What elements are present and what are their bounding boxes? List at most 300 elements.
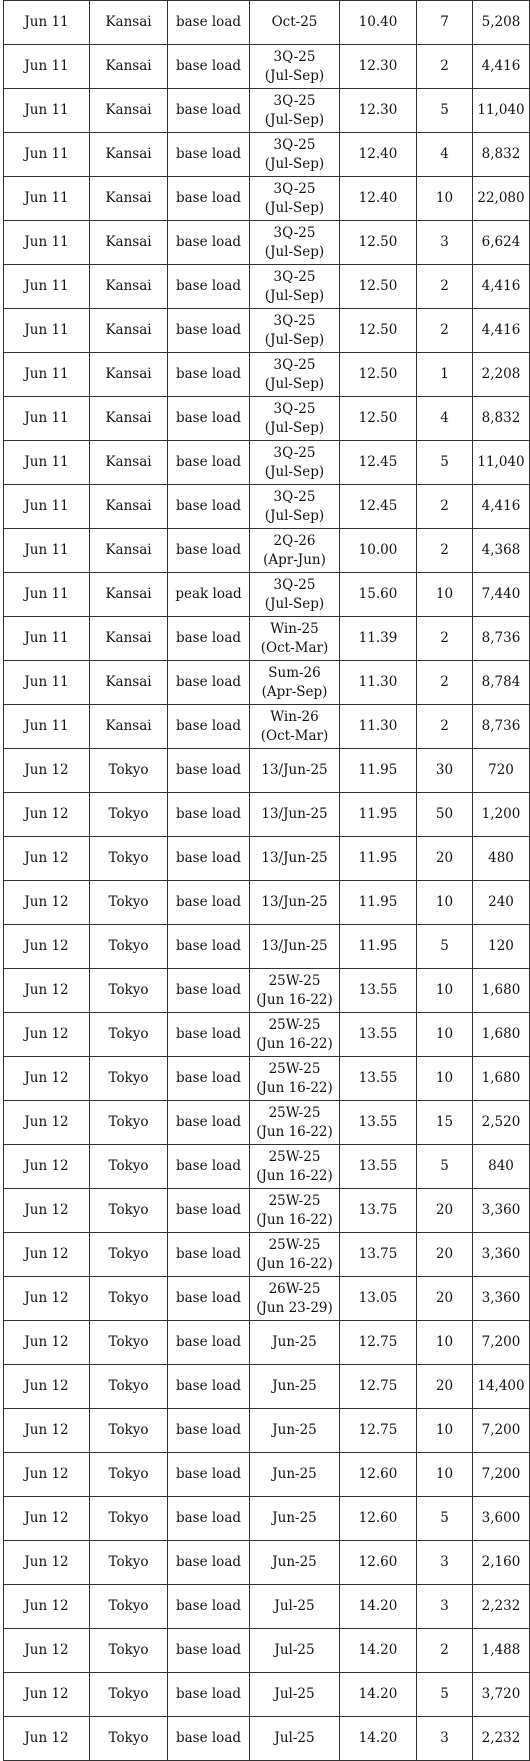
table-row: [4, 397, 530, 441]
volume-cell: 2: [417, 1629, 473, 1673]
area-cell: Kansai: [90, 1, 168, 45]
volume-cell: 10: [417, 177, 473, 221]
load-type-cell: base load: [168, 1629, 250, 1673]
trade-date-cell: Jun 11: [4, 529, 90, 573]
product-cell: 25W-25 (Jun 16-22): [250, 1101, 340, 1145]
price-cell: 12.50: [340, 309, 417, 353]
load-type-cell: peak load: [168, 573, 250, 617]
trade-date-cell: Jun 12: [4, 1057, 90, 1101]
product-cell: 25W-25 (Jun 16-22): [250, 1189, 340, 1233]
load-type-cell: base load: [168, 485, 250, 529]
total-cell: 2,232: [473, 1717, 530, 1761]
price-cell: 14.20: [340, 1717, 417, 1761]
table-row: [4, 221, 530, 265]
table-row: [4, 1145, 530, 1189]
total-cell: 120: [473, 925, 530, 969]
product-cell: 13/Jun-25: [250, 837, 340, 881]
volume-cell: 20: [417, 837, 473, 881]
trade-date-cell: Jun 11: [4, 617, 90, 661]
volume-cell: 5: [417, 1673, 473, 1717]
volume-cell: 5: [417, 89, 473, 133]
total-cell: 8,736: [473, 617, 530, 661]
load-type-cell: base load: [168, 397, 250, 441]
table-row: [4, 1101, 530, 1145]
load-type-cell: base load: [168, 617, 250, 661]
trade-date-cell: Jun 12: [4, 1541, 90, 1585]
total-cell: 1,680: [473, 1013, 530, 1057]
volume-cell: 10: [417, 1057, 473, 1101]
price-cell: 11.95: [340, 793, 417, 837]
table-row: [4, 661, 530, 705]
table-row: [4, 1189, 530, 1233]
area-cell: Tokyo: [90, 837, 168, 881]
total-cell: 2,232: [473, 1585, 530, 1629]
total-cell: 1,200: [473, 793, 530, 837]
product-cell: 25W-25 (Jun 16-22): [250, 1145, 340, 1189]
price-cell: 12.60: [340, 1497, 417, 1541]
table-row: [4, 45, 530, 89]
area-cell: Tokyo: [90, 881, 168, 925]
price-cell: 13.75: [340, 1233, 417, 1277]
table-row: [4, 1233, 530, 1277]
volume-cell: 10: [417, 1013, 473, 1057]
area-cell: Tokyo: [90, 749, 168, 793]
trade-date-cell: Jun 12: [4, 1233, 90, 1277]
total-cell: 8,736: [473, 705, 530, 749]
volume-cell: 10: [417, 1453, 473, 1497]
load-type-cell: base load: [168, 661, 250, 705]
table-row: [4, 969, 530, 1013]
trade-date-cell: Jun 11: [4, 45, 90, 89]
price-cell: 13.55: [340, 1057, 417, 1101]
volume-cell: 3: [417, 1541, 473, 1585]
area-cell: Kansai: [90, 661, 168, 705]
total-cell: 4,416: [473, 309, 530, 353]
trade-date-cell: Jun 12: [4, 1101, 90, 1145]
trade-date-cell: Jun 12: [4, 1673, 90, 1717]
product-cell: 3Q-25 (Jul-Sep): [250, 221, 340, 265]
total-cell: 1,680: [473, 1057, 530, 1101]
area-cell: Tokyo: [90, 1321, 168, 1365]
total-cell: 4,416: [473, 45, 530, 89]
price-cell: 12.45: [340, 485, 417, 529]
trade-date-cell: Jun 12: [4, 925, 90, 969]
trade-date-cell: Jun 11: [4, 485, 90, 529]
load-type-cell: base load: [168, 89, 250, 133]
volume-cell: 20: [417, 1189, 473, 1233]
area-cell: Tokyo: [90, 1541, 168, 1585]
load-type-cell: base load: [168, 1057, 250, 1101]
total-cell: 7,200: [473, 1321, 530, 1365]
product-cell: Jun-25: [250, 1409, 340, 1453]
product-cell: Jun-25: [250, 1541, 340, 1585]
table-row: [4, 793, 530, 837]
load-type-cell: base load: [168, 1233, 250, 1277]
volume-cell: 10: [417, 573, 473, 617]
volume-cell: 2: [417, 617, 473, 661]
volume-cell: 1: [417, 353, 473, 397]
price-cell: 11.30: [340, 661, 417, 705]
total-cell: 3,720: [473, 1673, 530, 1717]
total-cell: 480: [473, 837, 530, 881]
load-type-cell: base load: [168, 1673, 250, 1717]
trade-date-cell: Jun 11: [4, 177, 90, 221]
volume-cell: 20: [417, 1233, 473, 1277]
trade-date-cell: Jun 12: [4, 1585, 90, 1629]
table-row: [4, 1717, 530, 1761]
price-cell: 11.39: [340, 617, 417, 661]
load-type-cell: base load: [168, 749, 250, 793]
load-type-cell: base load: [168, 881, 250, 925]
price-cell: 12.60: [340, 1453, 417, 1497]
volume-cell: 2: [417, 661, 473, 705]
table-row: [4, 1409, 530, 1453]
price-cell: 12.40: [340, 177, 417, 221]
trade-date-cell: Jun 12: [4, 1277, 90, 1321]
load-type-cell: base load: [168, 441, 250, 485]
trade-date-cell: Jun 11: [4, 309, 90, 353]
product-cell: 3Q-25 (Jul-Sep): [250, 353, 340, 397]
load-type-cell: base load: [168, 1145, 250, 1189]
trades-table-body: [4, 1, 530, 1761]
price-cell: 13.05: [340, 1277, 417, 1321]
area-cell: Tokyo: [90, 1717, 168, 1761]
trades-table: [3, 0, 530, 1761]
product-cell: Jul-25: [250, 1717, 340, 1761]
product-cell: 2Q-26 (Apr-Jun): [250, 529, 340, 573]
trade-date-cell: Jun 12: [4, 1497, 90, 1541]
volume-cell: 2: [417, 309, 473, 353]
load-type-cell: base load: [168, 1013, 250, 1057]
trade-date-cell: Jun 12: [4, 837, 90, 881]
price-cell: 14.20: [340, 1585, 417, 1629]
price-cell: 12.30: [340, 89, 417, 133]
total-cell: 22,080: [473, 177, 530, 221]
total-cell: 4,368: [473, 529, 530, 573]
volume-cell: 5: [417, 925, 473, 969]
trade-date-cell: Jun 11: [4, 705, 90, 749]
area-cell: Tokyo: [90, 1101, 168, 1145]
load-type-cell: base load: [168, 1277, 250, 1321]
trade-date-cell: Jun 12: [4, 1409, 90, 1453]
product-cell: Jun-25: [250, 1321, 340, 1365]
trade-date-cell: Jun 12: [4, 1453, 90, 1497]
volume-cell: 15: [417, 1101, 473, 1145]
area-cell: Kansai: [90, 573, 168, 617]
price-cell: 12.60: [340, 1541, 417, 1585]
product-cell: 3Q-25 (Jul-Sep): [250, 265, 340, 309]
total-cell: 7,200: [473, 1409, 530, 1453]
load-type-cell: base load: [168, 1585, 250, 1629]
area-cell: Kansai: [90, 705, 168, 749]
product-cell: Sum-26 (Apr-Sep): [250, 661, 340, 705]
price-cell: 13.55: [340, 1145, 417, 1189]
price-cell: 11.95: [340, 881, 417, 925]
area-cell: Kansai: [90, 485, 168, 529]
table-row: [4, 309, 530, 353]
trade-date-cell: Jun 12: [4, 749, 90, 793]
table-row: [4, 1013, 530, 1057]
volume-cell: 3: [417, 221, 473, 265]
table-row: [4, 1453, 530, 1497]
product-cell: 3Q-25 (Jul-Sep): [250, 573, 340, 617]
table-row: [4, 485, 530, 529]
price-cell: 12.40: [340, 133, 417, 177]
total-cell: 2,520: [473, 1101, 530, 1145]
total-cell: 7,440: [473, 573, 530, 617]
product-cell: 3Q-25 (Jul-Sep): [250, 133, 340, 177]
price-cell: 10.00: [340, 529, 417, 573]
price-cell: 12.75: [340, 1365, 417, 1409]
product-cell: Win-25 (Oct-Mar): [250, 617, 340, 661]
area-cell: Kansai: [90, 309, 168, 353]
trade-date-cell: Jun 12: [4, 1321, 90, 1365]
table-row: [4, 1541, 530, 1585]
volume-cell: 5: [417, 441, 473, 485]
trade-date-cell: Jun 12: [4, 1365, 90, 1409]
table-row: [4, 1057, 530, 1101]
product-cell: 13/Jun-25: [250, 881, 340, 925]
trade-date-cell: Jun 11: [4, 441, 90, 485]
product-cell: 25W-25 (Jun 16-22): [250, 1233, 340, 1277]
product-cell: Jul-25: [250, 1673, 340, 1717]
total-cell: 4,416: [473, 485, 530, 529]
area-cell: Tokyo: [90, 793, 168, 837]
table-row: [4, 1673, 530, 1717]
load-type-cell: base load: [168, 309, 250, 353]
total-cell: 3,360: [473, 1233, 530, 1277]
volume-cell: 20: [417, 1277, 473, 1321]
product-cell: 25W-25 (Jun 16-22): [250, 969, 340, 1013]
price-cell: 12.75: [340, 1321, 417, 1365]
table-row: [4, 705, 530, 749]
area-cell: Kansai: [90, 397, 168, 441]
load-type-cell: base load: [168, 221, 250, 265]
table-row: [4, 1629, 530, 1673]
table-row: [4, 133, 530, 177]
table-row: [4, 925, 530, 969]
product-cell: 3Q-25 (Jul-Sep): [250, 309, 340, 353]
trade-date-cell: Jun 11: [4, 661, 90, 705]
table-row: [4, 1497, 530, 1541]
price-cell: 12.50: [340, 265, 417, 309]
trade-date-cell: Jun 11: [4, 265, 90, 309]
area-cell: Kansai: [90, 177, 168, 221]
area-cell: Tokyo: [90, 1629, 168, 1673]
volume-cell: 10: [417, 969, 473, 1013]
area-cell: Tokyo: [90, 1013, 168, 1057]
total-cell: 720: [473, 749, 530, 793]
load-type-cell: base load: [168, 705, 250, 749]
trade-date-cell: Jun 12: [4, 1629, 90, 1673]
volume-cell: 10: [417, 881, 473, 925]
trade-date-cell: Jun 12: [4, 1189, 90, 1233]
load-type-cell: base load: [168, 1365, 250, 1409]
table-row: [4, 837, 530, 881]
total-cell: 3,360: [473, 1277, 530, 1321]
load-type-cell: base load: [168, 1189, 250, 1233]
product-cell: Oct-25: [250, 1, 340, 45]
price-cell: 12.45: [340, 441, 417, 485]
product-cell: Jul-25: [250, 1585, 340, 1629]
volume-cell: 2: [417, 485, 473, 529]
area-cell: Kansai: [90, 617, 168, 661]
area-cell: Tokyo: [90, 1453, 168, 1497]
total-cell: 11,040: [473, 441, 530, 485]
load-type-cell: base load: [168, 529, 250, 573]
area-cell: Tokyo: [90, 1277, 168, 1321]
price-cell: 13.75: [340, 1189, 417, 1233]
load-type-cell: base load: [168, 793, 250, 837]
price-cell: 13.55: [340, 1013, 417, 1057]
table-row: [4, 749, 530, 793]
total-cell: 14,400: [473, 1365, 530, 1409]
trade-date-cell: Jun 11: [4, 133, 90, 177]
total-cell: 8,832: [473, 397, 530, 441]
table-row: [4, 1585, 530, 1629]
total-cell: 8,784: [473, 661, 530, 705]
area-cell: Kansai: [90, 221, 168, 265]
load-type-cell: base load: [168, 1101, 250, 1145]
table-row: [4, 1365, 530, 1409]
area-cell: Tokyo: [90, 969, 168, 1013]
table-row: [4, 1321, 530, 1365]
price-cell: 12.50: [340, 397, 417, 441]
load-type-cell: base load: [168, 1541, 250, 1585]
product-cell: 3Q-25 (Jul-Sep): [250, 441, 340, 485]
table-row: [4, 573, 530, 617]
price-cell: 11.95: [340, 925, 417, 969]
total-cell: 2,160: [473, 1541, 530, 1585]
product-cell: Jun-25: [250, 1497, 340, 1541]
area-cell: Kansai: [90, 45, 168, 89]
load-type-cell: base load: [168, 837, 250, 881]
price-cell: 13.55: [340, 969, 417, 1013]
product-cell: 25W-25 (Jun 16-22): [250, 1013, 340, 1057]
total-cell: 8,832: [473, 133, 530, 177]
area-cell: Kansai: [90, 529, 168, 573]
load-type-cell: base load: [168, 1321, 250, 1365]
load-type-cell: base load: [168, 177, 250, 221]
area-cell: Tokyo: [90, 1145, 168, 1189]
total-cell: 1,680: [473, 969, 530, 1013]
price-cell: 14.20: [340, 1629, 417, 1673]
area-cell: Kansai: [90, 353, 168, 397]
total-cell: 5,208: [473, 1, 530, 45]
area-cell: Kansai: [90, 89, 168, 133]
volume-cell: 30: [417, 749, 473, 793]
load-type-cell: base load: [168, 1717, 250, 1761]
area-cell: Tokyo: [90, 1189, 168, 1233]
product-cell: 26W-25 (Jun 23-29): [250, 1277, 340, 1321]
table-row: [4, 1, 530, 45]
trade-date-cell: Jun 12: [4, 793, 90, 837]
product-cell: 3Q-25 (Jul-Sep): [250, 89, 340, 133]
load-type-cell: base load: [168, 1, 250, 45]
total-cell: 3,600: [473, 1497, 530, 1541]
load-type-cell: base load: [168, 1409, 250, 1453]
trade-date-cell: Jun 12: [4, 1145, 90, 1189]
volume-cell: 2: [417, 45, 473, 89]
product-cell: 3Q-25 (Jul-Sep): [250, 45, 340, 89]
total-cell: 7,200: [473, 1453, 530, 1497]
table-row: [4, 617, 530, 661]
trade-date-cell: Jun 11: [4, 573, 90, 617]
area-cell: Tokyo: [90, 1585, 168, 1629]
total-cell: 4,416: [473, 265, 530, 309]
table-row: [4, 265, 530, 309]
product-cell: Win-26 (Oct-Mar): [250, 705, 340, 749]
product-cell: 25W-25 (Jun 16-22): [250, 1057, 340, 1101]
area-cell: Tokyo: [90, 925, 168, 969]
price-cell: 12.50: [340, 221, 417, 265]
volume-cell: 20: [417, 1365, 473, 1409]
load-type-cell: base load: [168, 969, 250, 1013]
load-type-cell: base load: [168, 1497, 250, 1541]
trade-date-cell: Jun 11: [4, 353, 90, 397]
area-cell: Tokyo: [90, 1497, 168, 1541]
price-cell: 14.20: [340, 1673, 417, 1717]
trade-date-cell: Jun 12: [4, 1013, 90, 1057]
load-type-cell: base load: [168, 133, 250, 177]
product-cell: 3Q-25 (Jul-Sep): [250, 485, 340, 529]
load-type-cell: base load: [168, 45, 250, 89]
volume-cell: 50: [417, 793, 473, 837]
load-type-cell: base load: [168, 1453, 250, 1497]
total-cell: 2,208: [473, 353, 530, 397]
volume-cell: 10: [417, 1321, 473, 1365]
area-cell: Tokyo: [90, 1673, 168, 1717]
price-cell: 11.95: [340, 749, 417, 793]
load-type-cell: base load: [168, 265, 250, 309]
product-cell: Jun-25: [250, 1453, 340, 1497]
total-cell: 240: [473, 881, 530, 925]
trade-date-cell: Jun 12: [4, 881, 90, 925]
table-row: [4, 529, 530, 573]
trade-date-cell: Jun 11: [4, 1, 90, 45]
price-cell: 10.40: [340, 1, 417, 45]
price-cell: 15.60: [340, 573, 417, 617]
table-row: [4, 1277, 530, 1321]
price-cell: 12.30: [340, 45, 417, 89]
area-cell: Tokyo: [90, 1365, 168, 1409]
volume-cell: 3: [417, 1717, 473, 1761]
table-row: [4, 353, 530, 397]
price-cell: 12.75: [340, 1409, 417, 1453]
trade-date-cell: Jun 11: [4, 89, 90, 133]
volume-cell: 4: [417, 133, 473, 177]
price-cell: 13.55: [340, 1101, 417, 1145]
volume-cell: 5: [417, 1497, 473, 1541]
product-cell: 3Q-25 (Jul-Sep): [250, 397, 340, 441]
area-cell: Tokyo: [90, 1233, 168, 1277]
total-cell: 6,624: [473, 221, 530, 265]
volume-cell: 4: [417, 397, 473, 441]
table-row: [4, 441, 530, 485]
table-row: [4, 177, 530, 221]
table-row: [4, 89, 530, 133]
product-cell: 13/Jun-25: [250, 749, 340, 793]
volume-cell: 2: [417, 705, 473, 749]
trade-date-cell: Jun 11: [4, 221, 90, 265]
price-cell: 11.30: [340, 705, 417, 749]
area-cell: Tokyo: [90, 1409, 168, 1453]
price-cell: 12.50: [340, 353, 417, 397]
volume-cell: 7: [417, 1, 473, 45]
product-cell: 3Q-25 (Jul-Sep): [250, 177, 340, 221]
trade-date-cell: Jun 11: [4, 397, 90, 441]
area-cell: Tokyo: [90, 1057, 168, 1101]
